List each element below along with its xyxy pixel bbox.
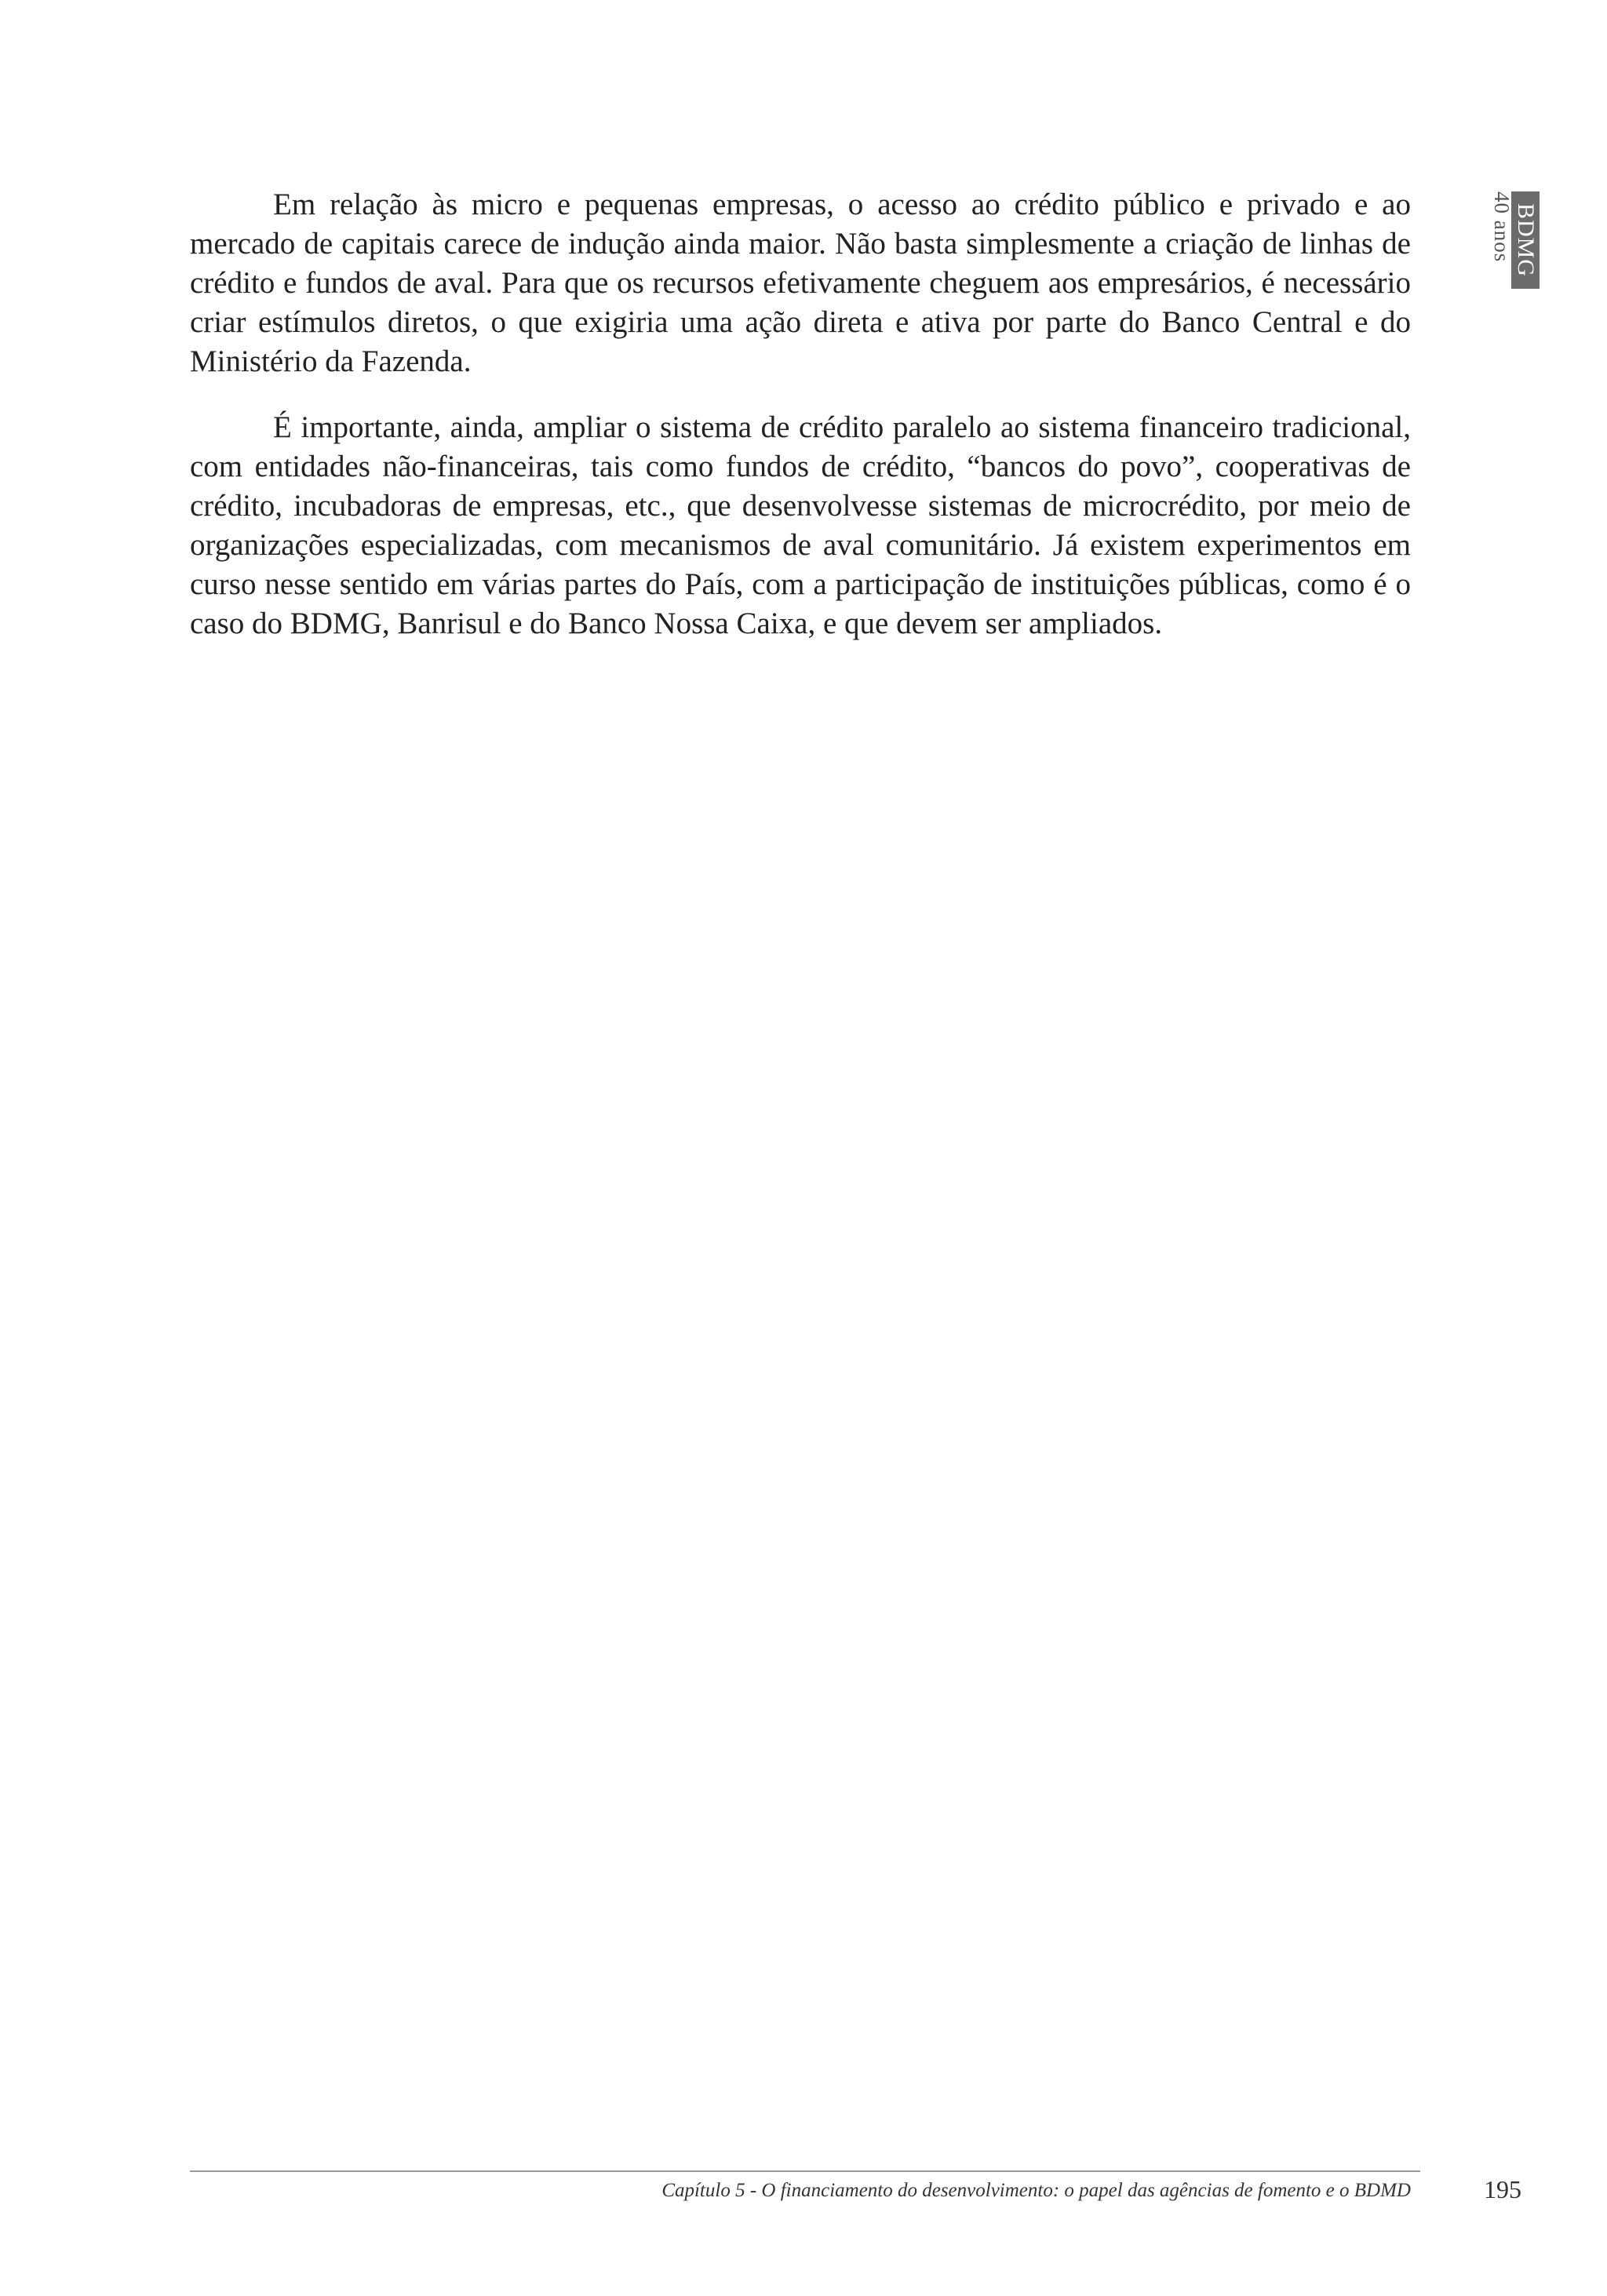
footer-chapter-caption: Capítulo 5 - O financiamento do desenvolvimento: o papel das agências de fomento e o BDMD bbox=[661, 2180, 1411, 2201]
body-text bbox=[190, 185, 1411, 670]
side-tab-logo bbox=[1490, 191, 1566, 290]
side-tab-brand: BDMG bbox=[1511, 191, 1540, 289]
paragraph-1: Em relação às micro e pequenas empresas, o acesso ao crédito público e privado e ao mercado de capitais carece de indução ainda maior. Não basta simplesmente a criação de linhas de crédito e fundos de aval. Para que os recursos efetivamente cheguem aos empresários, é necessário criar estímulos diretos, o que exigiria uma ação direta e ativa por parte do Banco Central e do Ministério da Fazenda. bbox=[190, 188, 1411, 378]
page-number: 195 bbox=[1484, 2175, 1521, 2203]
footer-divider bbox=[190, 2170, 1420, 2172]
paragraph-2: É importante, ainda, ampliar o sistema de crédito paralelo ao sistema financeiro tradicional, com entidades não-financeiras, tais como fundos de crédito, “bancos do povo”, cooperativas de crédito, incubadoras de empresas, etc., que desenvolvesse sistemas de microcrédito, por meio de organizações especializadas, com mecanismos de aval comunitário. Já existem experimentos em curso nesse sentido em várias partes do País, com a participação de instituições públicas, como é o caso do BDMG, Banrisul e do Banco Nossa Caixa, e que devem ser ampliados. bbox=[190, 410, 1411, 640]
side-tab-years: 40 anos bbox=[1490, 191, 1514, 263]
